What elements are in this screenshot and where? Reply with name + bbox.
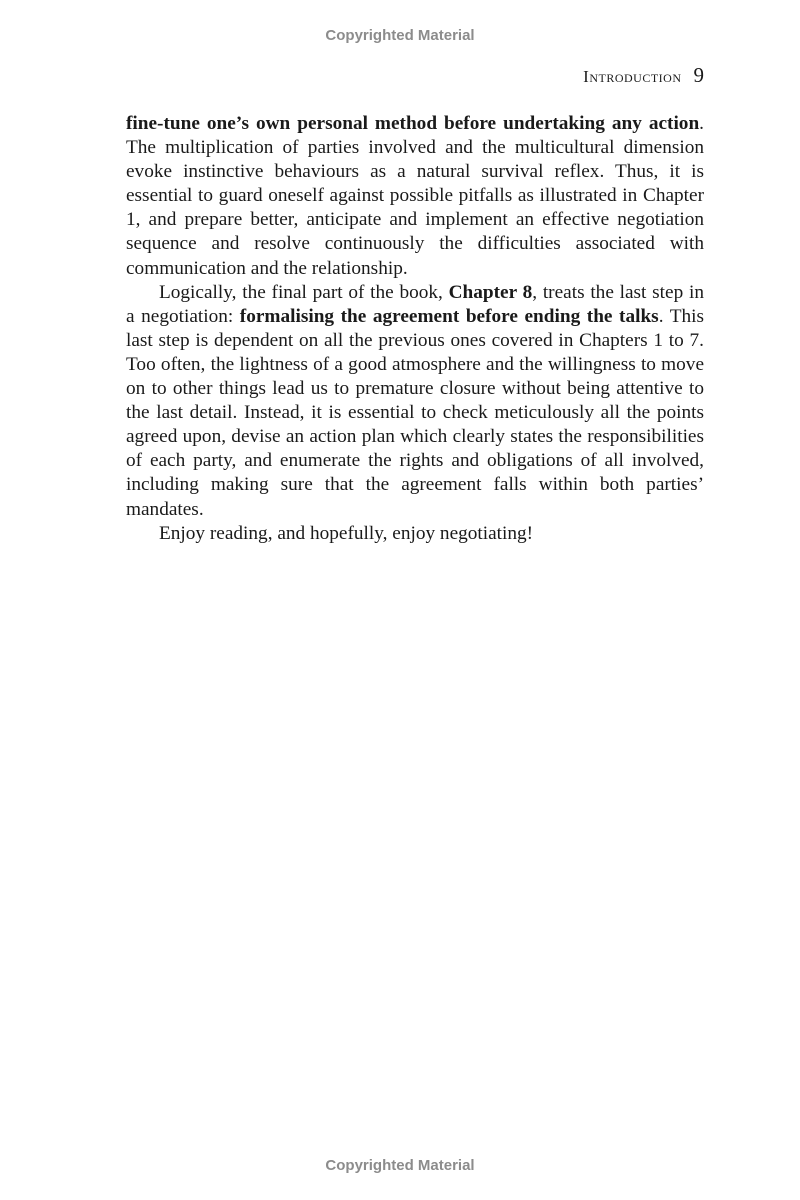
paragraph-text: . This last step is dependent on all the previous ones covered in Chapters 1 to 7. Too often, the lightness of a good atmosphere and the willingness to move on to other things lead us to premature closure without being attentive to the last detail. Instead, it is essential to check meticulously all the points agreed upon, devise an action plan which clearly states the responsibilities of each party, and enumerate the rights and obligations of all involved, including making sure that the agreement falls within both parties’ mandates. xyxy=(126,305,704,520)
bold-phrase: fine-tune one’s own personal method before undertaking any action xyxy=(126,113,700,134)
body-text xyxy=(126,112,704,546)
copyright-watermark-bottom: Copyrighted Material xyxy=(325,1157,475,1174)
paragraph-text: Logically, the final part of the book, xyxy=(159,281,449,303)
paragraph-2 xyxy=(126,281,704,522)
paragraph-text: . The multiplication of parties involved and the multicultural dimension evoke instinctive behaviours as a natural survival reflex. Thus, it is essential to guard oneself against possible pitfalls as illustrated in Chapter 1, and prepare better, anticipate and implement an effective negotiation sequence and resolve continuously the difficulties associated with communication and the relationship. xyxy=(126,113,704,279)
paragraph-text: Enjoy reading, and hopefully, enjoy negotiating! xyxy=(159,522,534,544)
paragraph-text: , treats the last step in a negotiation: xyxy=(126,281,704,327)
paragraph-3 xyxy=(126,522,704,546)
running-head xyxy=(583,63,704,88)
copyright-watermark-top: Copyrighted Material xyxy=(325,27,475,44)
bold-phrase: Chapter 8 xyxy=(448,281,533,303)
bold-phrase: formalising the agreement before ending the talks xyxy=(239,305,659,327)
chapter-title: Introduction xyxy=(583,67,682,86)
paragraph-1 xyxy=(126,112,704,281)
page-number: 9 xyxy=(693,63,704,87)
